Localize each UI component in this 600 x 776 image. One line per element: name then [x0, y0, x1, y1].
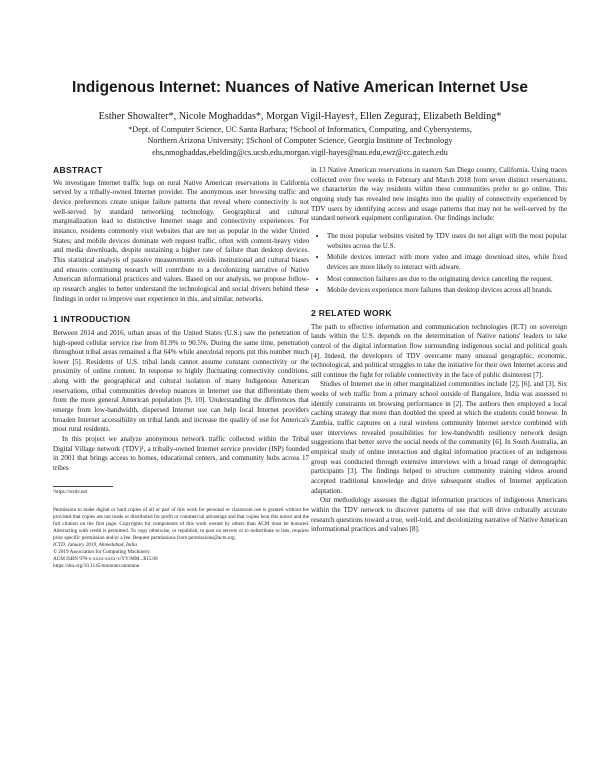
paper-title: Indigenous Internet: Nuances of Native American Internet Use — [72, 79, 528, 96]
permission-notice: Permission to make digital or hard copies of all or part of this work for personal or classroom use is granted without fee provided that copies are not made or distributed for profit or commercial advantage and that copies bear this notice and the full citation on the first page. Copyrights for components of this work owned by others than ACM must be honored. Abstracting with credit is permitted. To copy otherwise, or republish, to post on servers or to redistribute to lists, requires prior specific permission and/or a fee. Request permissions from permissions@acm.org. — [53, 506, 309, 541]
copyright-line: © 2019 Association for Computing Machinery. — [53, 548, 151, 555]
list-item: • The most popular websites visited by TDV users do not align with the most popular websites across the U.S. — [327, 232, 567, 251]
footnote-rule — [53, 486, 113, 487]
list-item: • Mobile devices experience more failures than desktop devices across all brands. — [327, 286, 567, 296]
related-paragraph-1: The path to effective information and communication technologies (ICT) on sovereign lands within the U.S. depends on the determination of Native nations' leaders to take control of the digital information flow surrounding indigenous social and political goals [4]. Indeed, the developers of TDV overcame many unusual geographic, economic, technological, and political struggles to take the initiative for their own Internet access and still continue the fight for reliable connectivity in the face of public disinterest [7]. — [311, 322, 567, 379]
affiliation-line: Northern Arizona University; ‡School of Computer Science, Georgia Institute of Technology — [147, 136, 453, 146]
footnote-url: ¹https://sctdv.net — [53, 488, 88, 495]
related-paragraph-2: Studies of Internet use in other marginalized communities include [2], [6], and [3]. Six weeks of web traffic from a primary school outside of Bangalore, India was assessed to identify constraints on browsing performance in [2]. The authors then employed a local caching strategy that more than doubled the speed at which the students could browse. In Zambia, traffic captures on a rural wireless community Internet service combined with user interviews revealed possibilities for low-bandwidth resiliency network design suggestions that better serve the social needs of the community [6]. In South Australia, an empirical study of online interaction and digital information practices of an indigenous group was conducted through extensive interviews with a broad range of demographic participants [3]. The findings helped to structure community training videos around accepted traditional knowledge and drive subsequent studies of Internet application adaptation. — [311, 380, 567, 495]
list-item: • Mobile devices interact with more video and image download sites, while fixed devices are more likely to interact with adware. — [327, 253, 567, 272]
findings-list — [311, 232, 567, 296]
related-paragraph-3: Our methodology assesses the digital information practices of indigenous Americans within the TDV network to discover patterns of use that will drive culturally accurate research questions toward a true, well-told, and decolonizing narrative of Native American informational practices and values [8]. — [311, 496, 567, 534]
right-column — [311, 166, 567, 535]
related-work-heading: 2 RELATED WORK — [311, 307, 392, 318]
list-item: • Most connection failures are due to the originating device canceling the request. — [327, 275, 567, 285]
doi-link[interactable]: https://doi.org/10.1145/nnnnnnn.nnnnnnn — [53, 562, 140, 569]
author-emails: ehs,nmoghaddas,ebelding@cs.ucsb.edu,morgan.vigil-hayes@nau.edu,ewz@cc.gatech.edu — [152, 147, 448, 157]
left-column — [53, 166, 309, 570]
affiliation-line: *Dept. of Computer Science, UC Santa Barbara; †School of Informatics, Computing, and Cybersystems, — [128, 125, 472, 134]
conference-line: ICTD, January 2019, Ahmedabad, India — [53, 541, 137, 548]
isbn-line: ACM ISBN 978-x-xxxx-xxxx-x/YY/MM...$15.00 — [53, 555, 158, 562]
author-list: Esther Showalter*, Nicole Moghaddas*, Morgan Vigil-Hayes†, Ellen Zegura‡, Elizabeth Belding* — [98, 111, 502, 122]
abstract-text: We investigate Internet traffic logs on rural Native American reservations in California served by a tribally-owned Internet provider. The anonymous user browsing traffic and device preferences create unique failure patterns that reveal where connectivity is not well-served by standard networking technology. Geographical and cultural marginalization lead to distinctive Internet usage and connectivity experiences. For instance, residents commonly visit websites that are not as popular in the wider United States; and mobile devices dominate web request traffic, often with content-heavy video and media downloads, despite sustaining a higher rate of failure than desktop devices. This statistical analysis of passive measurements avoids institutional and cultural biases and ensures continuing research will contribute to a decolonizing narrative of Native American informational practices and values. Based on our analysis, we propose follow-up research angles to better understand the technological and social drivers behind these findings in order to improve user experience in this, and similar, networks. — [53, 178, 309, 303]
introduction-heading: 1 INTRODUCTION — [53, 314, 131, 325]
affiliations — [60, 124, 540, 158]
abstract-heading: ABSTRACT — [53, 165, 103, 175]
conference-info — [53, 542, 309, 570]
intro-paragraph-2-continued: in 13 Native American reservations in eastern San Diego county, California. Using traces collected over five weeks in February and March 2018 from seven distinct reservations, we characterize the way residents within these communities prefer to go online. This ongoing study has revealed new insights into the quality of connectivity experienced by TDV users by identifying access and usage patterns that may not be well-served by the standard network equipment configuration. Our findings include: — [311, 166, 567, 223]
intro-paragraph-2: In this project we analyze anonymous network traffic collected within the Tribal Digital Village network (TDV)¹, a tribally-owned Internet service provider (ISP) founded in 2001 that brings access to homes, educational centers, and community hubs across 17 tribes — [53, 435, 309, 473]
intro-paragraph-1: Between 2014 and 2016, urban areas of the United States (U.S.) saw the penetration of high-speed cellular service rise from 81.9% to 90.5%. During the same time, penetration throughout tribal areas remained a flat 64% while anecdotal reports put this number much lower [5]. Residents of U.S. tribal lands cannot assume constant connectivity or the proximity of online content. In response to highly fluctuating connectivity conditions, along with the geographical and cultural isolation of many Indigenous American reservations, tribal communities develop nuances in Internet use that differentiate them from the more general American population [9, 10]. Understanding the differences that emerge from low-bandwidth, dispersed Internet use can help local Internet providers broaden Internet accessibility on tribal lands and increase the quality of use for America's most rural residents. — [53, 328, 309, 434]
